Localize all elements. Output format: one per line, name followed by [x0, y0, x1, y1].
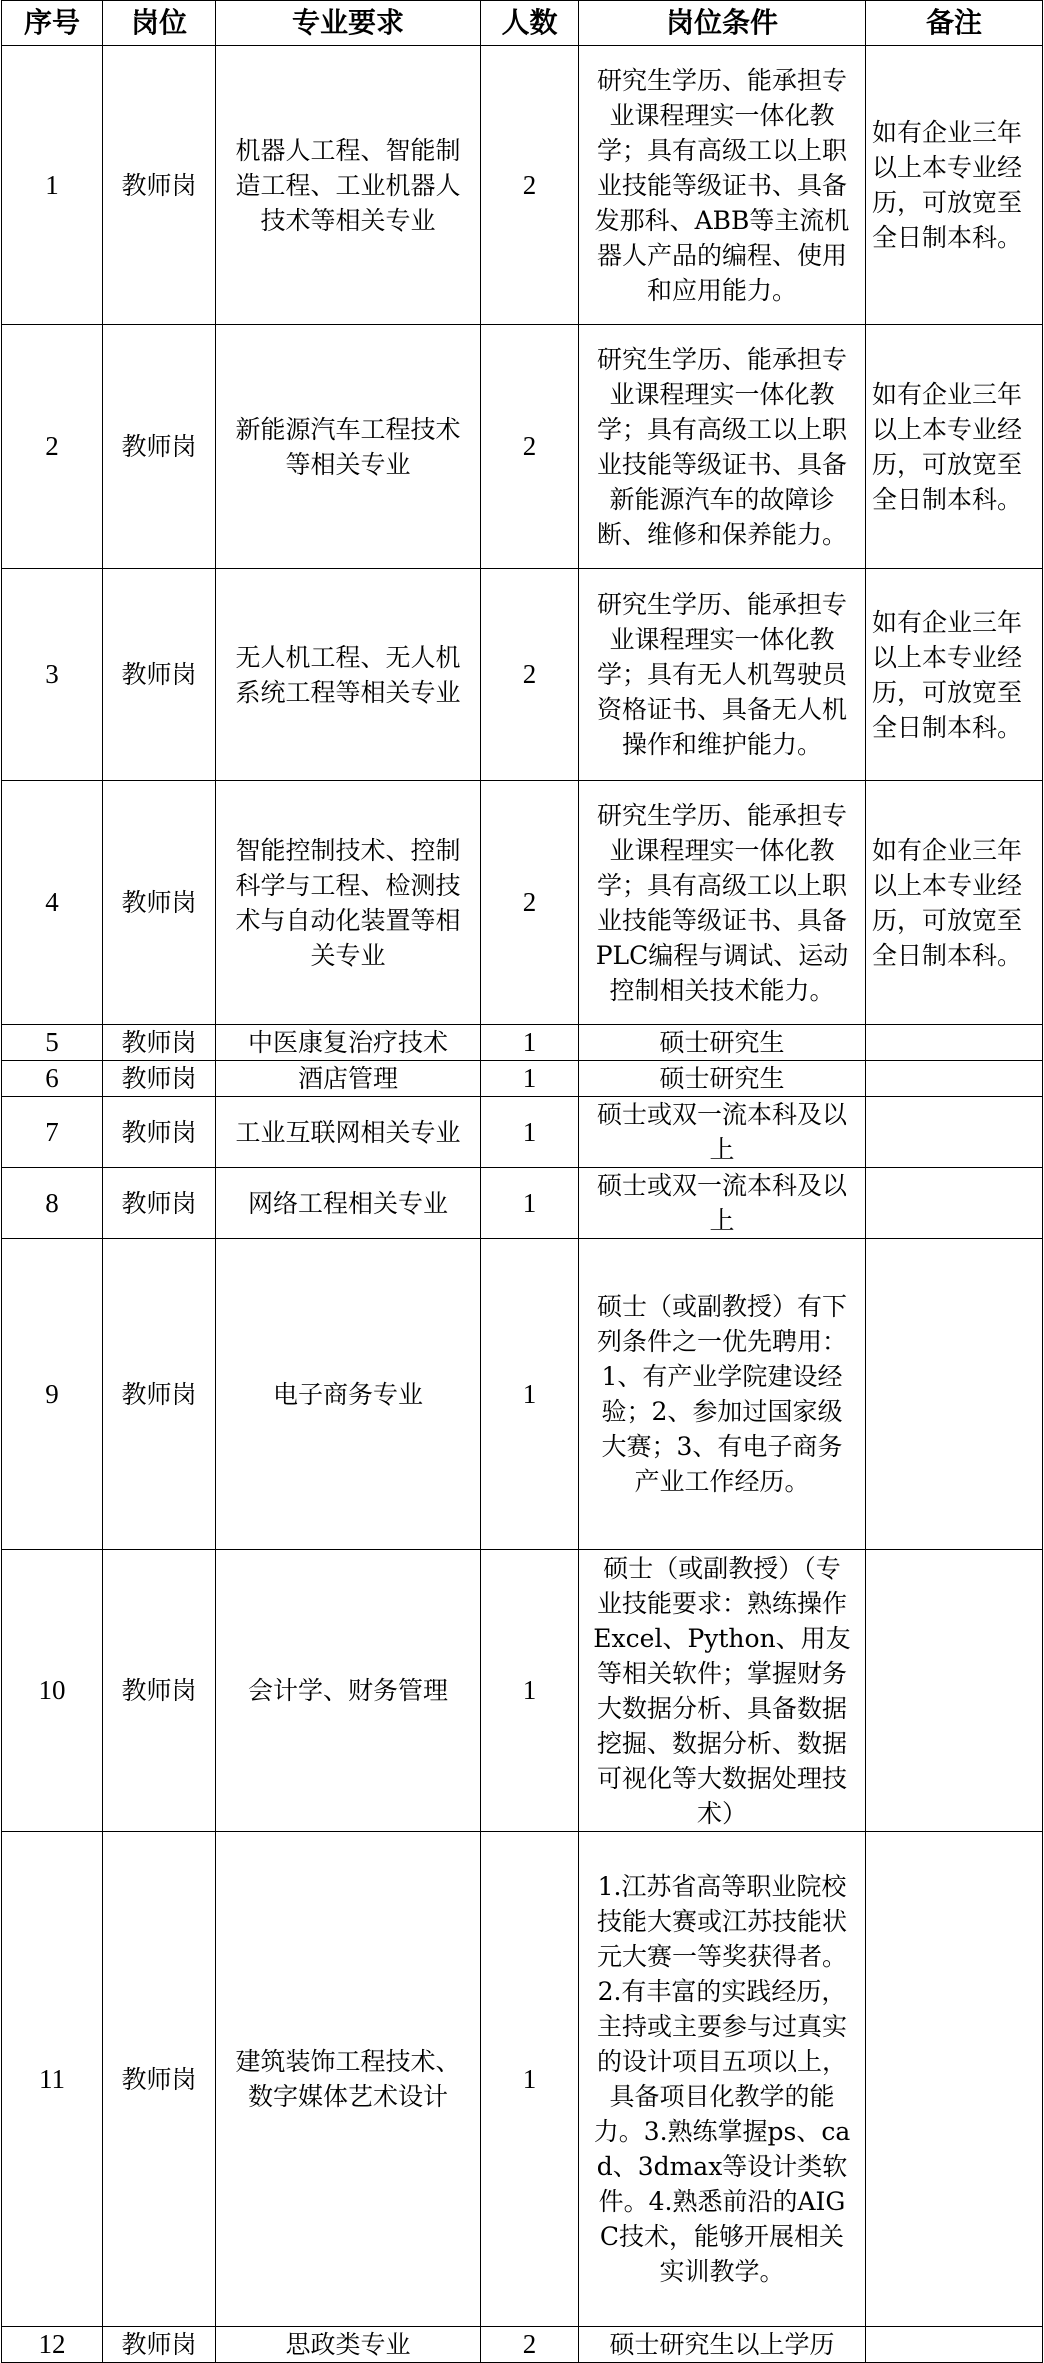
cell-note	[866, 1550, 1043, 1832]
cell-count: 1	[481, 1239, 579, 1550]
cell-major: 新能源汽车工程技术等相关专业	[216, 325, 481, 569]
cell-count: 1	[481, 1025, 579, 1061]
cell-major: 电子商务专业	[216, 1239, 481, 1550]
header-cell-post: 岗位	[103, 1, 216, 46]
cell-note: 如有企业三年以上本专业经历，可放宽至全日制本科。	[866, 325, 1043, 569]
cell-no: 1	[2, 46, 103, 325]
header-cell-condition: 岗位条件	[579, 1, 866, 46]
cell-post: 教师岗	[103, 1832, 216, 2327]
cell-note: 如有企业三年以上本专业经历，可放宽至全日制本科。	[866, 569, 1043, 781]
table-row	[2, 1061, 1043, 1097]
cell-condition: 硕士（或副教授）有下列条件之一优先聘用：1、有产业学院建设经验；2、参加过国家级大赛；3、有电子商务产业工作经历。	[579, 1239, 866, 1550]
table-row	[2, 2327, 1043, 2363]
cell-post: 教师岗	[103, 1097, 216, 1168]
cell-no: 3	[2, 569, 103, 781]
table-row	[2, 1832, 1043, 2327]
cell-condition: 1.江苏省高等职业院校技能大赛或江苏技能状元大赛一等奖获得者。2.有丰富的实践经历，主持或主要参与过真实的设计项目五项以上，具备项目化教学的能力。3.熟练掌握ps、cad、3dmax等设计类软件。4.熟悉前沿的AIGC技术，能够开展相关实训教学。	[579, 1832, 866, 2327]
cell-condition: 研究生学历、能承担专业课程理实一体化教学；具有高级工以上职业技能等级证书、具备PLC编程与调试、运动控制相关技术能力。	[579, 781, 866, 1025]
cell-post: 教师岗	[103, 325, 216, 569]
cell-count: 2	[481, 325, 579, 569]
cell-note	[866, 2327, 1043, 2363]
table-row	[2, 325, 1043, 569]
cell-post: 教师岗	[103, 46, 216, 325]
table-row	[2, 569, 1043, 781]
cell-post: 教师岗	[103, 2327, 216, 2363]
cell-condition: 硕士（或副教授）（专业技能要求：熟练操作Excel、Python、用友等相关软件；掌握财务大数据分析、具备数据挖掘、数据分析、数据可视化等大数据处理技术）	[579, 1550, 866, 1832]
cell-note: 如有企业三年以上本专业经历，可放宽至全日制本科。	[866, 781, 1043, 1025]
cell-no: 11	[2, 1832, 103, 2327]
table-row	[2, 1239, 1043, 1550]
cell-count: 1	[481, 1097, 579, 1168]
cell-condition: 研究生学历、能承担专业课程理实一体化教学；具有高级工以上职业技能等级证书、具备新能源汽车的故障诊断、维修和保养能力。	[579, 325, 866, 569]
cell-condition: 硕士研究生以上学历	[579, 2327, 866, 2363]
cell-condition: 硕士或双一流本科及以上	[579, 1097, 866, 1168]
cell-major: 中医康复治疗技术	[216, 1025, 481, 1061]
cell-post: 教师岗	[103, 781, 216, 1025]
cell-major: 无人机工程、无人机系统工程等相关专业	[216, 569, 481, 781]
header-row	[2, 1, 1043, 46]
cell-major: 工业互联网相关专业	[216, 1097, 481, 1168]
header-cell-note: 备注	[866, 1, 1043, 46]
cell-condition: 研究生学历、能承担专业课程理实一体化教学；具有无人机驾驶员资格证书、具备无人机操作和维护能力。	[579, 569, 866, 781]
table-row	[2, 1550, 1043, 1832]
cell-post: 教师岗	[103, 1168, 216, 1239]
cell-major: 会计学、财务管理	[216, 1550, 481, 1832]
cell-post: 教师岗	[103, 1025, 216, 1061]
cell-major: 建筑装饰工程技术、数字媒体艺术设计	[216, 1832, 481, 2327]
cell-note	[866, 1168, 1043, 1239]
cell-post: 教师岗	[103, 1061, 216, 1097]
cell-condition: 硕士研究生	[579, 1025, 866, 1061]
job-table	[1, 0, 1043, 2363]
cell-note	[866, 1061, 1043, 1097]
header-cell-no: 序号	[2, 1, 103, 46]
cell-count: 1	[481, 1550, 579, 1832]
cell-count: 1	[481, 1832, 579, 2327]
cell-post: 教师岗	[103, 1550, 216, 1832]
cell-no: 8	[2, 1168, 103, 1239]
cell-no: 4	[2, 781, 103, 1025]
cell-major: 机器人工程、智能制造工程、工业机器人技术等相关专业	[216, 46, 481, 325]
cell-major: 网络工程相关专业	[216, 1168, 481, 1239]
table-row	[2, 1097, 1043, 1168]
cell-no: 10	[2, 1550, 103, 1832]
cell-note	[866, 1239, 1043, 1550]
table-row	[2, 781, 1043, 1025]
cell-no: 7	[2, 1097, 103, 1168]
cell-no: 6	[2, 1061, 103, 1097]
cell-count: 2	[481, 781, 579, 1025]
table-row	[2, 46, 1043, 325]
cell-post: 教师岗	[103, 569, 216, 781]
cell-no: 12	[2, 2327, 103, 2363]
cell-note: 如有企业三年以上本专业经历，可放宽至全日制本科。	[866, 46, 1043, 325]
cell-major: 思政类专业	[216, 2327, 481, 2363]
cell-count: 1	[481, 1061, 579, 1097]
header-cell-count: 人数	[481, 1, 579, 46]
cell-major: 酒店管理	[216, 1061, 481, 1097]
table-row	[2, 1168, 1043, 1239]
cell-post: 教师岗	[103, 1239, 216, 1550]
cell-count: 2	[481, 2327, 579, 2363]
cell-count: 2	[481, 46, 579, 325]
cell-count: 2	[481, 569, 579, 781]
cell-note	[866, 1025, 1043, 1061]
cell-note	[866, 1097, 1043, 1168]
cell-count: 1	[481, 1168, 579, 1239]
cell-no: 9	[2, 1239, 103, 1550]
table-row	[2, 1025, 1043, 1061]
cell-note	[866, 1832, 1043, 2327]
cell-major: 智能控制技术、控制科学与工程、检测技术与自动化装置等相关专业	[216, 781, 481, 1025]
cell-no: 5	[2, 1025, 103, 1061]
cell-condition: 研究生学历、能承担专业课程理实一体化教学；具有高级工以上职业技能等级证书、具备发那科、ABB等主流机器人产品的编程、使用和应用能力。	[579, 46, 866, 325]
header-cell-major: 专业要求	[216, 1, 481, 46]
cell-condition: 硕士或双一流本科及以上	[579, 1168, 866, 1239]
cell-condition: 硕士研究生	[579, 1061, 866, 1097]
cell-no: 2	[2, 325, 103, 569]
